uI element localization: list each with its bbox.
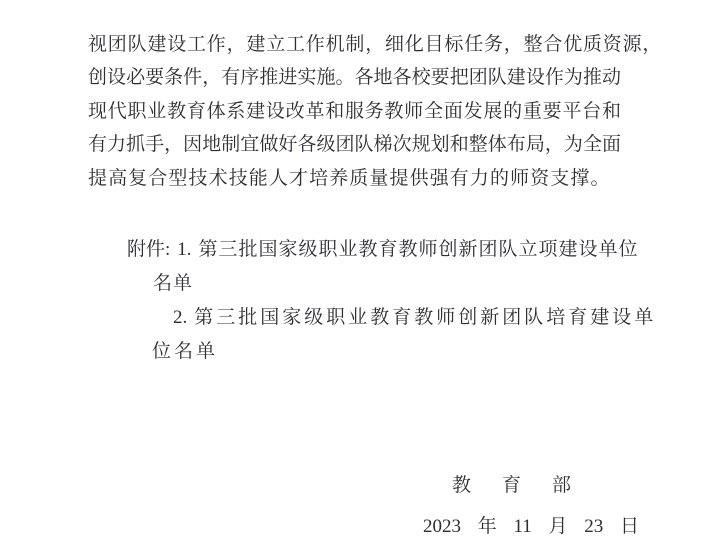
paragraph-line: 有力抓手，因地制宜做好各级团队梯次规划和整体布局，为全面	[88, 134, 621, 156]
attachment-item-text: 第三批国家级职业教育教师创新团队培育建设单	[194, 307, 657, 328]
paragraph-line: 现代职业教育体系建设改革和服务教师全面发展的重要平台和	[88, 100, 621, 122]
attachment-item-2-line-2: 位名单	[152, 341, 219, 362]
issuing-organization: 教 育 部	[452, 475, 578, 496]
attachment-label: 附件:	[127, 239, 171, 260]
paragraph-line: 创设必要条件，有序推进实施。各地各校要把团队建设作为推动	[88, 67, 621, 89]
attachment-item-1-line-1	[127, 233, 639, 267]
attachment-item-text: 第三批国家级职业教育教师创新团队立项建设单位	[198, 239, 639, 260]
body-paragraph	[88, 28, 663, 195]
attachment-item-number: 1.	[177, 239, 192, 260]
attachment-item-1-line-2: 名单	[153, 273, 194, 294]
paragraph-line: 视团队建设工作，建立工作机制，细化目标任务，整合优质资源，	[88, 34, 663, 55]
paragraph-line: 提高复合型技术技能人才培养质量提供强有力的师资支撑。	[88, 167, 611, 189]
attachment-item-number: 2.	[173, 307, 188, 328]
issue-date: 2023 年 11 月 23 日	[423, 516, 640, 537]
attachment-item-2-line-1	[173, 301, 656, 335]
